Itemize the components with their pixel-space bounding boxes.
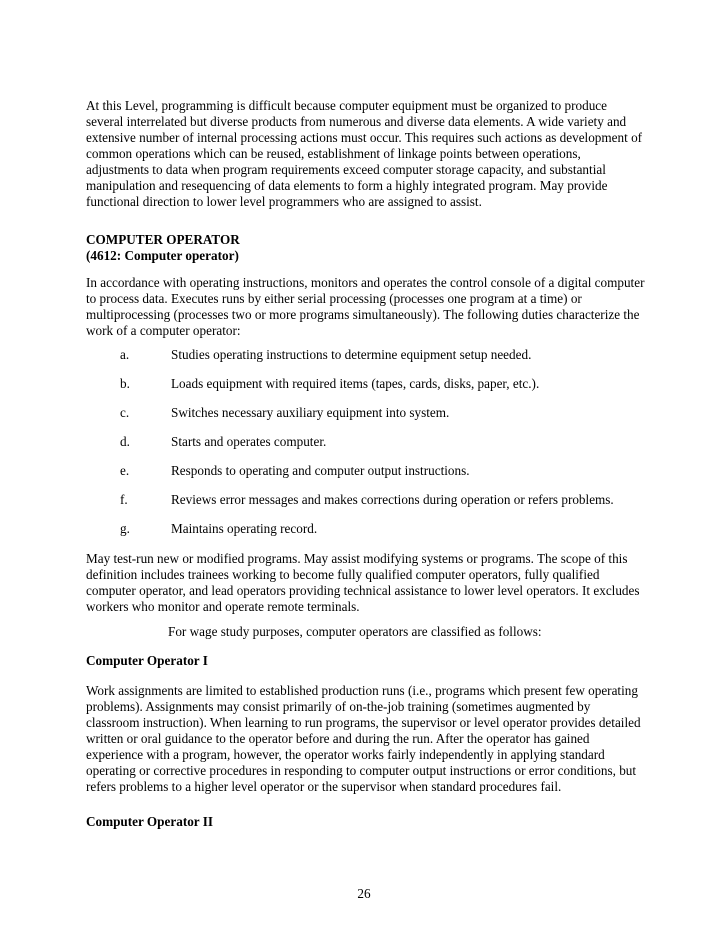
intro-paragraph [86,98,646,210]
list-item-text: Reviews error messages and makes corrections during operation or refers problems. [171,492,614,507]
text-line: extensive number of internal processing actions must occur. This requires such actions as development of [86,130,643,145]
level-1-paragraph [86,683,646,795]
text-line: work of a computer operator: [86,323,241,338]
text-line: refers problems to a higher level operator or the supervisor when standard procedures fail. [86,779,562,794]
list-item-text: Starts and operates computer. [171,434,327,449]
text-line: operating or corrective procedures in responding to computer output instructions or error conditions, but [86,763,637,778]
scope-paragraph [86,551,646,615]
list-item-letter: b. [120,376,130,391]
text-line: definition includes trainees working to become fully qualified computer operators, fully qualified [86,567,600,582]
list-item-letter: d. [120,434,130,449]
text-line: several interrelated but diverse products from numerous and diverse data elements. A wide variety and [86,114,627,129]
level-2-heading: Computer Operator II [86,814,213,829]
list-item-letter: g. [120,521,130,536]
duties-intro-paragraph [86,275,646,339]
section-heading [86,232,646,264]
list-item-text: Studies operating instructions to determine equipment setup needed. [171,347,532,362]
text-line: classroom instruction). When learning to run programs, the supervisor or level operator provides detailed [86,715,641,730]
section-title: COMPUTER OPERATOR [86,232,240,247]
list-item [0,492,728,508]
list-item-letter: c. [120,405,130,420]
text-line: multiprocessing (processes two or more programs simultaneously). The following duties characterize the [86,307,640,322]
section-code: (4612: Computer operator) [86,248,239,263]
list-item-text: Switches necessary auxiliary equipment into system. [171,405,450,420]
text-line: In accordance with operating instructions, monitors and operates the control console of a digital computer [86,275,645,290]
text-line: computer operator, and lead operators providing technical assistance to lower level operators. It excludes [86,583,640,598]
text-line: written or oral guidance to the operator before and during the run. After the operator has gained [86,731,590,746]
list-item-text: Loads equipment with required items (tapes, cards, disks, paper, etc.). [171,376,540,391]
list-item-text: Maintains operating record. [171,521,318,536]
list-item-letter: a. [120,347,130,362]
text-line: experience with a program, however, the operator works fairly independently in applying standard [86,747,605,762]
text-line: to process data. Executes runs by either serial processing (processes one program at a time) or [86,291,582,306]
text-line: May test-run new or modified programs. May assist modifying systems or programs. The scope of this [86,551,628,566]
list-item [0,463,728,479]
text-line: manipulation and resequencing of data elements to form a highly integrated program. May provide [86,178,608,193]
list-item-letter: e. [120,463,130,478]
list-item [0,405,728,421]
list-item [0,347,728,363]
list-item [0,521,728,537]
text-line: adjustments to data when program requirements exceed computer storage capacity, and substantial [86,162,606,177]
page-number: 26 [357,886,371,901]
list-item-text: Responds to operating and computer output instructions. [171,463,470,478]
text-line: workers who monitor and operate remote terminals. [86,599,360,614]
list-item-letter: f. [120,492,128,507]
text-line: common operations which can be reused, establishment of linkage points between operations, [86,146,581,161]
level-1-heading: Computer Operator I [86,653,208,668]
list-item [0,434,728,450]
text-line: problems). Assignments may consist primarily of on-the-job training (sometimes augmented by [86,699,591,714]
text-line: Work assignments are limited to established production runs (i.e., programs which present few operating [86,683,638,698]
list-item [0,376,728,392]
classification-note: For wage study purposes, computer operators are classified as follows: [168,624,542,639]
text-line: At this Level, programming is difficult because computer equipment must be organized to produce [86,98,608,113]
text-line: functional direction to lower level programmers who are assigned to assist. [86,194,482,209]
